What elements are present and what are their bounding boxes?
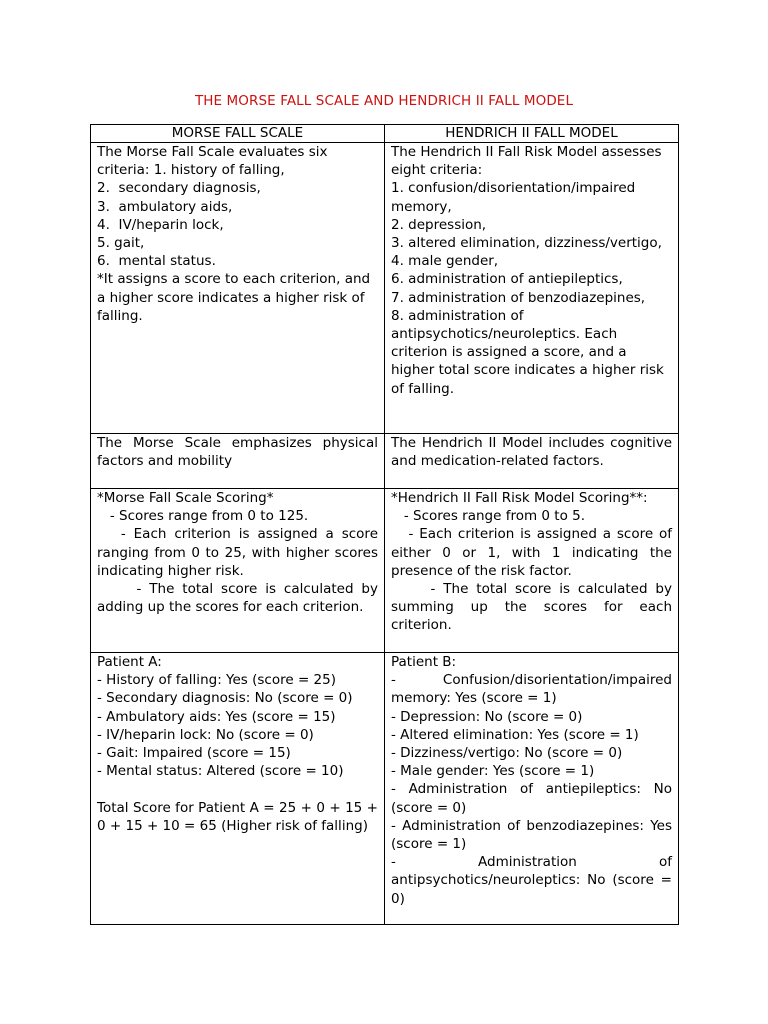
patient-b-item: - Administration of antipsychotics/neuroleptics: No (score = 0) xyxy=(391,854,677,907)
hendrich-emphasis-cell xyxy=(385,434,679,489)
hendrich-criteria-line: 3. altered elimination, dizziness/vertigo, xyxy=(391,235,662,252)
patient-b-item: - Administration of benzodiazepines: Yes (score = 1) xyxy=(391,817,677,853)
hendrich-criteria-line: 8. administration of antipsychotics/neuroleptics. Each criterion is assigned a score, and a higher total score indicates a higher risk of falling. xyxy=(391,307,669,397)
column-header-hendrich: HENDRICH II FALL MODEL xyxy=(385,125,679,143)
patient-a-item: - IV/heparin lock: No (score = 0) xyxy=(97,726,314,743)
comparison-table xyxy=(90,124,679,925)
morse-criteria-line: 3. ambulatory aids, xyxy=(97,198,233,215)
hendrich-criteria-line: The Hendrich II Fall Risk Model assesses eight criteria: xyxy=(391,144,666,179)
morse-scoring-cell xyxy=(91,489,385,653)
morse-scoring-line: - Each criterion is assigned a score ranging from 0 to 25, with higher scores indicating higher risk. xyxy=(97,526,383,579)
hendrich-scoring-line: - Each criterion is assigned a score of either 0 or 1, with 1 indicating the presence of the risk factor. xyxy=(391,526,677,579)
morse-criteria-line: *It assigns a score to each criterion, and a higher score indicates a higher risk of falling. xyxy=(97,271,375,324)
patient-b-item: - Altered elimination: Yes (score = 1) xyxy=(391,726,639,743)
table-row-scoring xyxy=(91,489,679,653)
hendrich-scoring-cell xyxy=(385,489,679,653)
hendrich-scoring-line: *Hendrich II Fall Risk Model Scoring**: xyxy=(391,490,648,506)
table-row-emphasis xyxy=(91,434,679,489)
patient-a-item: - Gait: Impaired (score = 15) xyxy=(97,745,291,762)
patient-a-item: - Ambulatory aids: Yes (score = 15) xyxy=(97,708,336,725)
hendrich-scoring-line: - Scores range from 0 to 5. xyxy=(391,508,586,525)
morse-criteria-line: 5. gait, xyxy=(97,235,145,252)
hendrich-scoring-line: - The total score is calculated by summing up the scores for each criterion. xyxy=(391,581,677,634)
patient-a-item: - Secondary diagnosis: No (score = 0) xyxy=(97,690,353,707)
morse-emphasis-text: The Morse Scale emphasizes physical factors and mobility xyxy=(97,435,383,470)
morse-emphasis-cell xyxy=(91,434,385,489)
morse-criteria-line: The Morse Fall Scale evaluates six criteria: 1. history of falling, xyxy=(97,144,332,179)
column-header-morse: MORSE FALL SCALE xyxy=(91,125,385,143)
hendrich-criteria-line: 1. confusion/disorientation/impaired memory, xyxy=(391,180,640,215)
page-title: THE MORSE FALL SCALE AND HENDRICH II FALL MODEL xyxy=(194,93,574,109)
patient-a-cell xyxy=(91,653,385,925)
hendrich-criteria-line: 6. administration of antiepileptics, xyxy=(391,271,623,288)
table-row-patient xyxy=(91,653,679,925)
patient-b-item: - Depression: No (score = 0) xyxy=(391,708,583,725)
patient-b-item: - Administration of antiepileptics: No (score = 0) xyxy=(391,781,677,816)
patient-b-label: Patient B: xyxy=(391,654,457,670)
hendrich-emphasis-text: The Hendrich II Model includes cognitive and medication-related factors. xyxy=(391,435,677,470)
patient-a-item: - History of falling: Yes (score = 25) xyxy=(97,672,336,689)
morse-scoring-line: - The total score is calculated by adding up the scores for each criterion. xyxy=(97,581,383,616)
hendrich-criteria-line: 2. depression, xyxy=(391,216,487,233)
blank-line xyxy=(97,780,378,798)
morse-criteria-cell xyxy=(91,143,385,434)
patient-b-item: - Male gender: Yes (score = 1) xyxy=(391,763,595,780)
morse-criteria-line: 4. IV/heparin lock, xyxy=(97,216,224,233)
table-header-row xyxy=(91,125,679,143)
morse-criteria-line: 6. mental status. xyxy=(97,253,216,270)
patient-a-total: Total Score for Patient A = 25 + 0 + 15 + 0 + 15 + 10 = 65 (Higher risk of falling) xyxy=(97,799,383,834)
morse-scoring-line: - Scores range from 0 to 125. xyxy=(97,508,309,525)
patient-b-cell xyxy=(385,653,679,925)
patient-a-label: Patient A: xyxy=(97,654,162,670)
patient-b-item: - Confusion/disorientation/impaired memory: Yes (score = 1) xyxy=(391,672,677,707)
hendrich-criteria-line: 4. male gender, xyxy=(391,253,499,270)
table-row-criteria xyxy=(91,143,679,434)
morse-criteria-line: 2. secondary diagnosis, xyxy=(97,180,261,197)
patient-a-item: - Mental status: Altered (score = 10) xyxy=(97,763,344,780)
hendrich-criteria-cell xyxy=(385,143,679,434)
hendrich-criteria-line: 7. administration of benzodiazepines, xyxy=(391,289,646,306)
patient-b-item: - Dizziness/vertigo: No (score = 0) xyxy=(391,745,623,762)
morse-scoring-line: *Morse Fall Scale Scoring* xyxy=(97,490,274,506)
